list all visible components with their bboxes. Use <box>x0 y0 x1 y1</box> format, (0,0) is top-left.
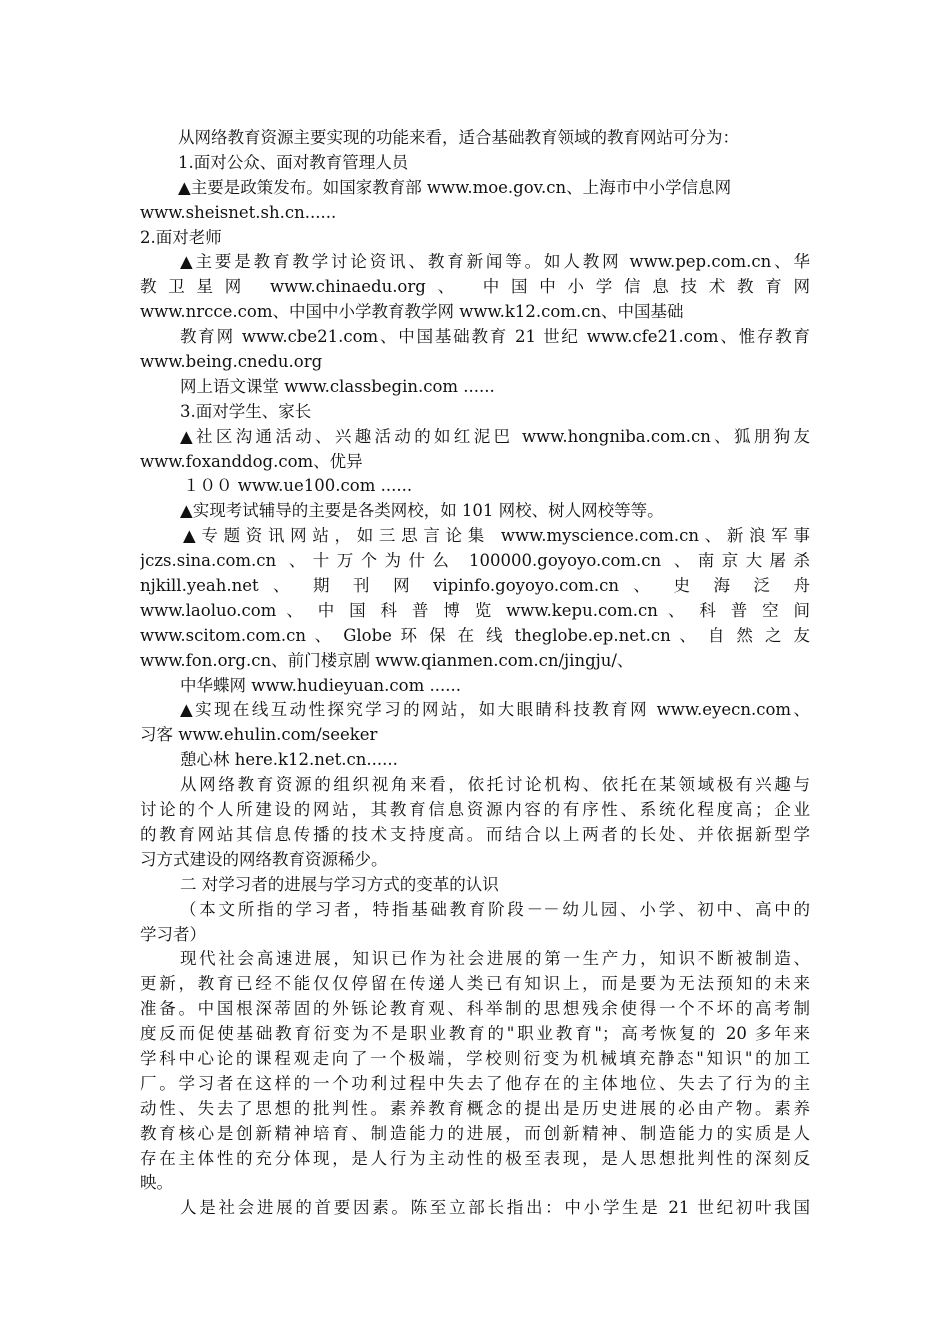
paragraph-line: 讨论的个人所建设的网站，其教育信息资源内容的有序性、系统化程度高；企业 <box>140 800 810 820</box>
paragraph-line: www.sheisnet.sh.cn...... <box>140 202 337 222</box>
paragraph-line: 准备。中国根深蒂固的外铄论教育观、科举制的思想残余使得一个不坏的高考制 <box>140 999 810 1019</box>
section-heading: 1.面对公众、面对教育管理人员 <box>178 152 409 172</box>
paragraph-line: ▲主要是教育教学讨论资讯、教育新闻等。如人教网 www.pep.com.cn、华 <box>180 252 810 272</box>
paragraph-line: ▲社区沟通活动、兴趣活动的如红泥巴 www.hongniba.com.cn、狐朋狗友 <box>180 426 810 446</box>
section-heading: 3.面对学生、家长 <box>180 401 312 421</box>
paragraph-line: 从网络教育资源的组织视角来看，依托讨论机构、依托在某领域极有兴趣与 <box>180 775 810 795</box>
paragraph-line: jczs.sina.com.cn 、十万个为什么 100000.goyoyo.com.cn 、南京大屠杀 <box>140 551 810 571</box>
paragraph-line: ▲实现在线互动性探究学习的网站，如大眼睛科技教育网 www.eyecn.com、 <box>180 700 810 720</box>
paragraph-line: 现代社会高速进展，知识已作为社会进展的第一生产力，知识不断被制造、 <box>180 949 810 969</box>
paragraph-line: 学科中心论的课程观走向了一个极端，学校则衍变为机械填充静态"知识"的加工 <box>140 1048 810 1068</box>
paragraph-line: 映。 <box>140 1173 173 1193</box>
paragraph-line: www.foxanddog.com、优异 <box>140 451 363 471</box>
paragraph-line: 人是社会进展的首要因素。陈至立部长指出：中小学生是 21 世纪初叶我国 <box>180 1198 810 1218</box>
paragraph-line: ▲实现考试辅导的主要是各类网校，如 101 网校、树人网校等等。 <box>180 501 664 521</box>
paragraph-line: ▲专题资讯网站，如三思言论集 www.myscience.com.cn、新浪军事 <box>183 526 810 546</box>
paragraph-line: 网上语文课堂 www.classbegin.com ...... <box>180 376 495 396</box>
paragraph-line: 憩心林 here.k12.net.cn...... <box>180 750 398 770</box>
paragraph-line: 学习者） <box>140 924 206 944</box>
paragraph-line: 习客 www.ehulin.com/seeker <box>140 725 378 745</box>
paragraph-line: www.being.cnedu.org <box>140 352 323 372</box>
paragraph-line: www.scitom.com.cn 、 Globe 环 保 在 线 theglobe.ep.net.cn 、 自 然 之 友 <box>140 625 810 645</box>
paragraph-line: 厂。学习者在这样的一个功利过程中失去了他存在的主体地位、失去了行为的主 <box>140 1073 810 1093</box>
section-heading: 2.面对老师 <box>140 227 222 247</box>
paragraph-line: 的教育网站其信息传播的技术支持度高。而结合以上两者的长处、并依据新型学 <box>140 824 810 844</box>
paragraph-line: 度反而促使基础教育衍变为不是职业教育的"职业教育"；高考恢复的 20 多年来 <box>140 1024 810 1044</box>
paragraph-line: www.nrcce.com、中国中小学教育教学网 www.k12.com.cn、中国基础 <box>140 302 684 322</box>
paragraph-line: ▲主要是政策发布。如国家教育部 www.moe.gov.cn、上海市中小学信息网 <box>178 177 732 197</box>
paragraph-line: 更新，教育已经不能仅仅停留在传递人类已有知识上，而是要为无法预知的未来 <box>140 974 810 994</box>
paragraph-line: 中华蝶网 www.hudieyuan.com ...... <box>180 675 461 695</box>
paragraph-line: 存在主体性的充分体现，是人行为主动性的极至表现，是人思想批判性的深刻反 <box>140 1148 810 1168</box>
document-body <box>140 126 810 1221</box>
paragraph-line: 教育核心是创新精神培育、制造能力的进展，而创新精神、制造能力的实质是人 <box>140 1123 810 1143</box>
paragraph-line: www.laoluo.com 、 中 国 科 普 博 览 www.kepu.com.cn 、 科 普 空 间 <box>140 600 810 620</box>
paragraph-line: 动性、失去了思想的批判性。素养教育概念的提出是历史进展的必由产物。素养 <box>140 1098 810 1118</box>
section-heading: 二 对学习者的进展与学习方式的变革的认识 <box>180 874 499 894</box>
paragraph-line: 教卫星网 www.chinaedu.org、 中国中小学信息技术教育网 <box>140 277 810 297</box>
paragraph-line: １００ www.ue100.com ...... <box>183 476 413 496</box>
paragraph-line: 教育网 www.cbe21.com、中国基础教育 21 世纪 www.cfe21.com、惟存教育 <box>180 327 810 347</box>
paragraph-line: 从网络教育资源主要实现的功能来看，适合基础教育领域的教育网站可分为： <box>178 128 739 147</box>
paragraph-line: 习方式建设的网络教育资源稀少。 <box>140 849 388 869</box>
paragraph-line: （本文所指的学习者，特指基础教育阶段－－幼儿园、小学、初中、高中的 <box>180 899 810 919</box>
paragraph-line: www.fon.org.cn、前门楼京剧 www.qianmen.com.cn/jingju/、 <box>140 650 634 670</box>
paragraph-line: njkill.yeah.net 、 期 刊 网 vipinfo.goyoyo.com.cn 、 史 海 泛 舟 <box>140 576 810 596</box>
